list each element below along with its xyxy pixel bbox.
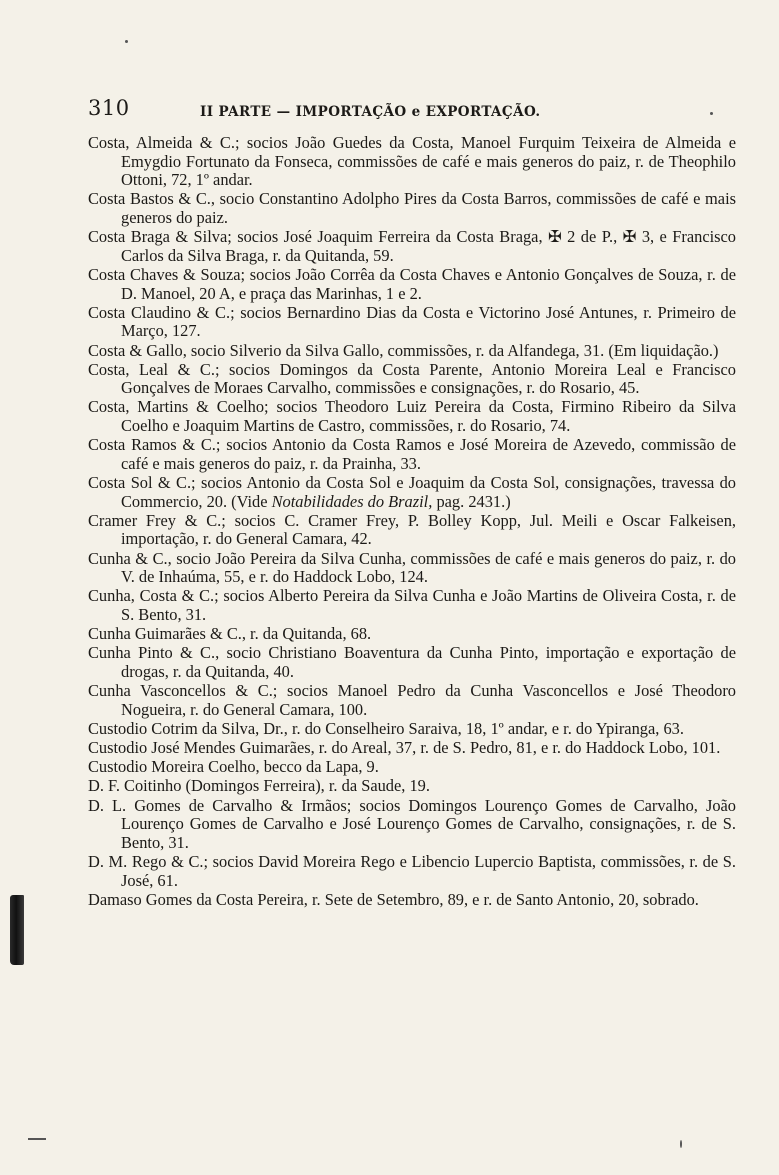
list-item: Costa Chaves & Souza; socios João Corrêa da Costa Chaves e Antonio Gonçalves de Souza, r. de D. Manoel, 20 A, e praça das Marinhas, 1 e 2.: [88, 264, 736, 303]
list-item: D. M. Rego & C.; socios David Moreira Rego e Libencio Lupercio Baptista, commissões, r. de S. José, 61.: [88, 852, 736, 890]
binding-shadow: [10, 895, 24, 965]
list-item: Cramer Frey & C.; socios C. Cramer Frey, P. Bolley Kopp, Jul. Meili e Oscar Falkeisen, importação, r. do General Camara, 42.: [88, 510, 736, 549]
list-item: Costa & Gallo, socio Silverio da Silva Gallo, commissões, r. da Alfandega, 31. (Em liquidação.): [88, 340, 719, 360]
list-item: Cunha Guimarães & C., r. da Quitanda, 68.: [88, 624, 372, 644]
ink-speck: [680, 1140, 682, 1148]
page-header: [88, 96, 736, 130]
list-item: Costa, Martins & Coelho; socios Theodoro Luiz Pereira da Costa, Firmino Ribeiro da Silva Coelho e Joaquim Martins de Castro, commissões, r. do Rosario, 74.: [88, 397, 736, 436]
directory-page: [88, 96, 736, 910]
list-item: Cunha & C., socio João Pereira da Silva Cunha, commissões de café e mais generos do paiz, r. do V. de Inhaúma, 55, e r. do Haddock Lobo, 124.: [88, 548, 736, 587]
ink-speck: [710, 112, 713, 115]
list-item: Costa Claudino & C.; socios Bernardino Dias da Costa e Victorino José Antunes, r. Primeiro de Março, 127.: [88, 302, 736, 341]
list-item: D. F. Coitinho (Domingos Ferreira), r. da Saude, 19.: [88, 776, 430, 796]
list-item: Costa Ramos & C.; socios Antonio da Costa Ramos e José Moreira de Azevedo, commissão de café e mais generos do paiz, r. da Prainha, 33.: [88, 435, 736, 473]
page-mark: [28, 1138, 46, 1140]
list-item: Custodio Moreira Coelho, becco da Lapa, 9.: [88, 757, 379, 777]
list-item: Costa Bastos & C., socio Constantino Adolpho Pires da Costa Barros, commissões de café e mais generos do paiz.: [88, 189, 736, 227]
running-title: II PARTE — IMPORTAÇÃO e EXPORTAÇÃO.: [200, 104, 541, 120]
list-item: D. L. Gomes de Carvalho & Irmãos; socios Domingos Lourenço Gomes de Carvalho, João Lourenço Gomes de Carvalho e José Lourenço Gomes de Carvalho, consignações, r. de S. Bento, 31.: [88, 795, 736, 852]
vide-reference: Notabilidades do Brazil,: [271, 491, 433, 511]
vide-page: pag. 2431.): [436, 491, 511, 511]
list-item: Cunha, Costa & C.; socios Alberto Pereira da Silva Cunha e João Martins de Oliveira Costa, r. de S. Bento, 31.: [88, 586, 736, 624]
list-item: Custodio José Mendes Guimarães, r. do Areal, 37, r. de S. Pedro, 81, e r. do Haddock Lobo, 101.: [88, 738, 721, 758]
list-item: Costa, Leal & C.; socios Domingos da Costa Parente, Antonio Moreira Leal e Francisco Gonçalves de Moraes Carvalho, commissões e consignações, r. do Rosario, 45.: [88, 359, 736, 398]
list-item: Custodio Cotrim da Silva, Dr., r. do Conselheiro Saraiva, 18, 1º andar, e r. do Ypiranga, 63.: [88, 718, 684, 738]
list-item: Costa, Almeida & C.; socios João Guedes da Costa, Manoel Furquim Teixeira de Almeida e Emygdio Fortunato da Fonseca, commissões de café e mais generos do paiz, r. de Theophilo Ottoni, 72, 1º andar.: [88, 133, 736, 190]
list-item-costa-sol: [88, 474, 736, 511]
list-item: Costa Braga & Silva; socios José Joaquim Ferreira da Costa Braga, ✠ 2 de P., ✠ 3, e Francisco Carlos da Silva Braga, r. da Quitanda, 59.: [88, 227, 736, 265]
ink-speck: [125, 40, 128, 43]
entry-list: [88, 134, 736, 909]
page-number: 310: [88, 96, 130, 120]
entry-text: Costa Sol & C.; socios Antonio da Costa Sol e Joaquim da Costa Sol, consignações, travessa do Commercio, 20. (Vide: [88, 473, 736, 511]
list-item: Damaso Gomes da Costa Pereira, r. Sete de Setembro, 89, e r. de Santo Antonio, 20, sobrado.: [88, 889, 699, 909]
list-item: Cunha Vasconcellos & C.; socios Manoel Pedro da Cunha Vasconcellos e José Theodoro Nogueira, r. do General Camara, 100.: [88, 681, 736, 719]
list-item: Cunha Pinto & C., socio Christiano Boaventura da Cunha Pinto, importação e exportação de drogas, r. da Quitanda, 40.: [88, 643, 736, 681]
